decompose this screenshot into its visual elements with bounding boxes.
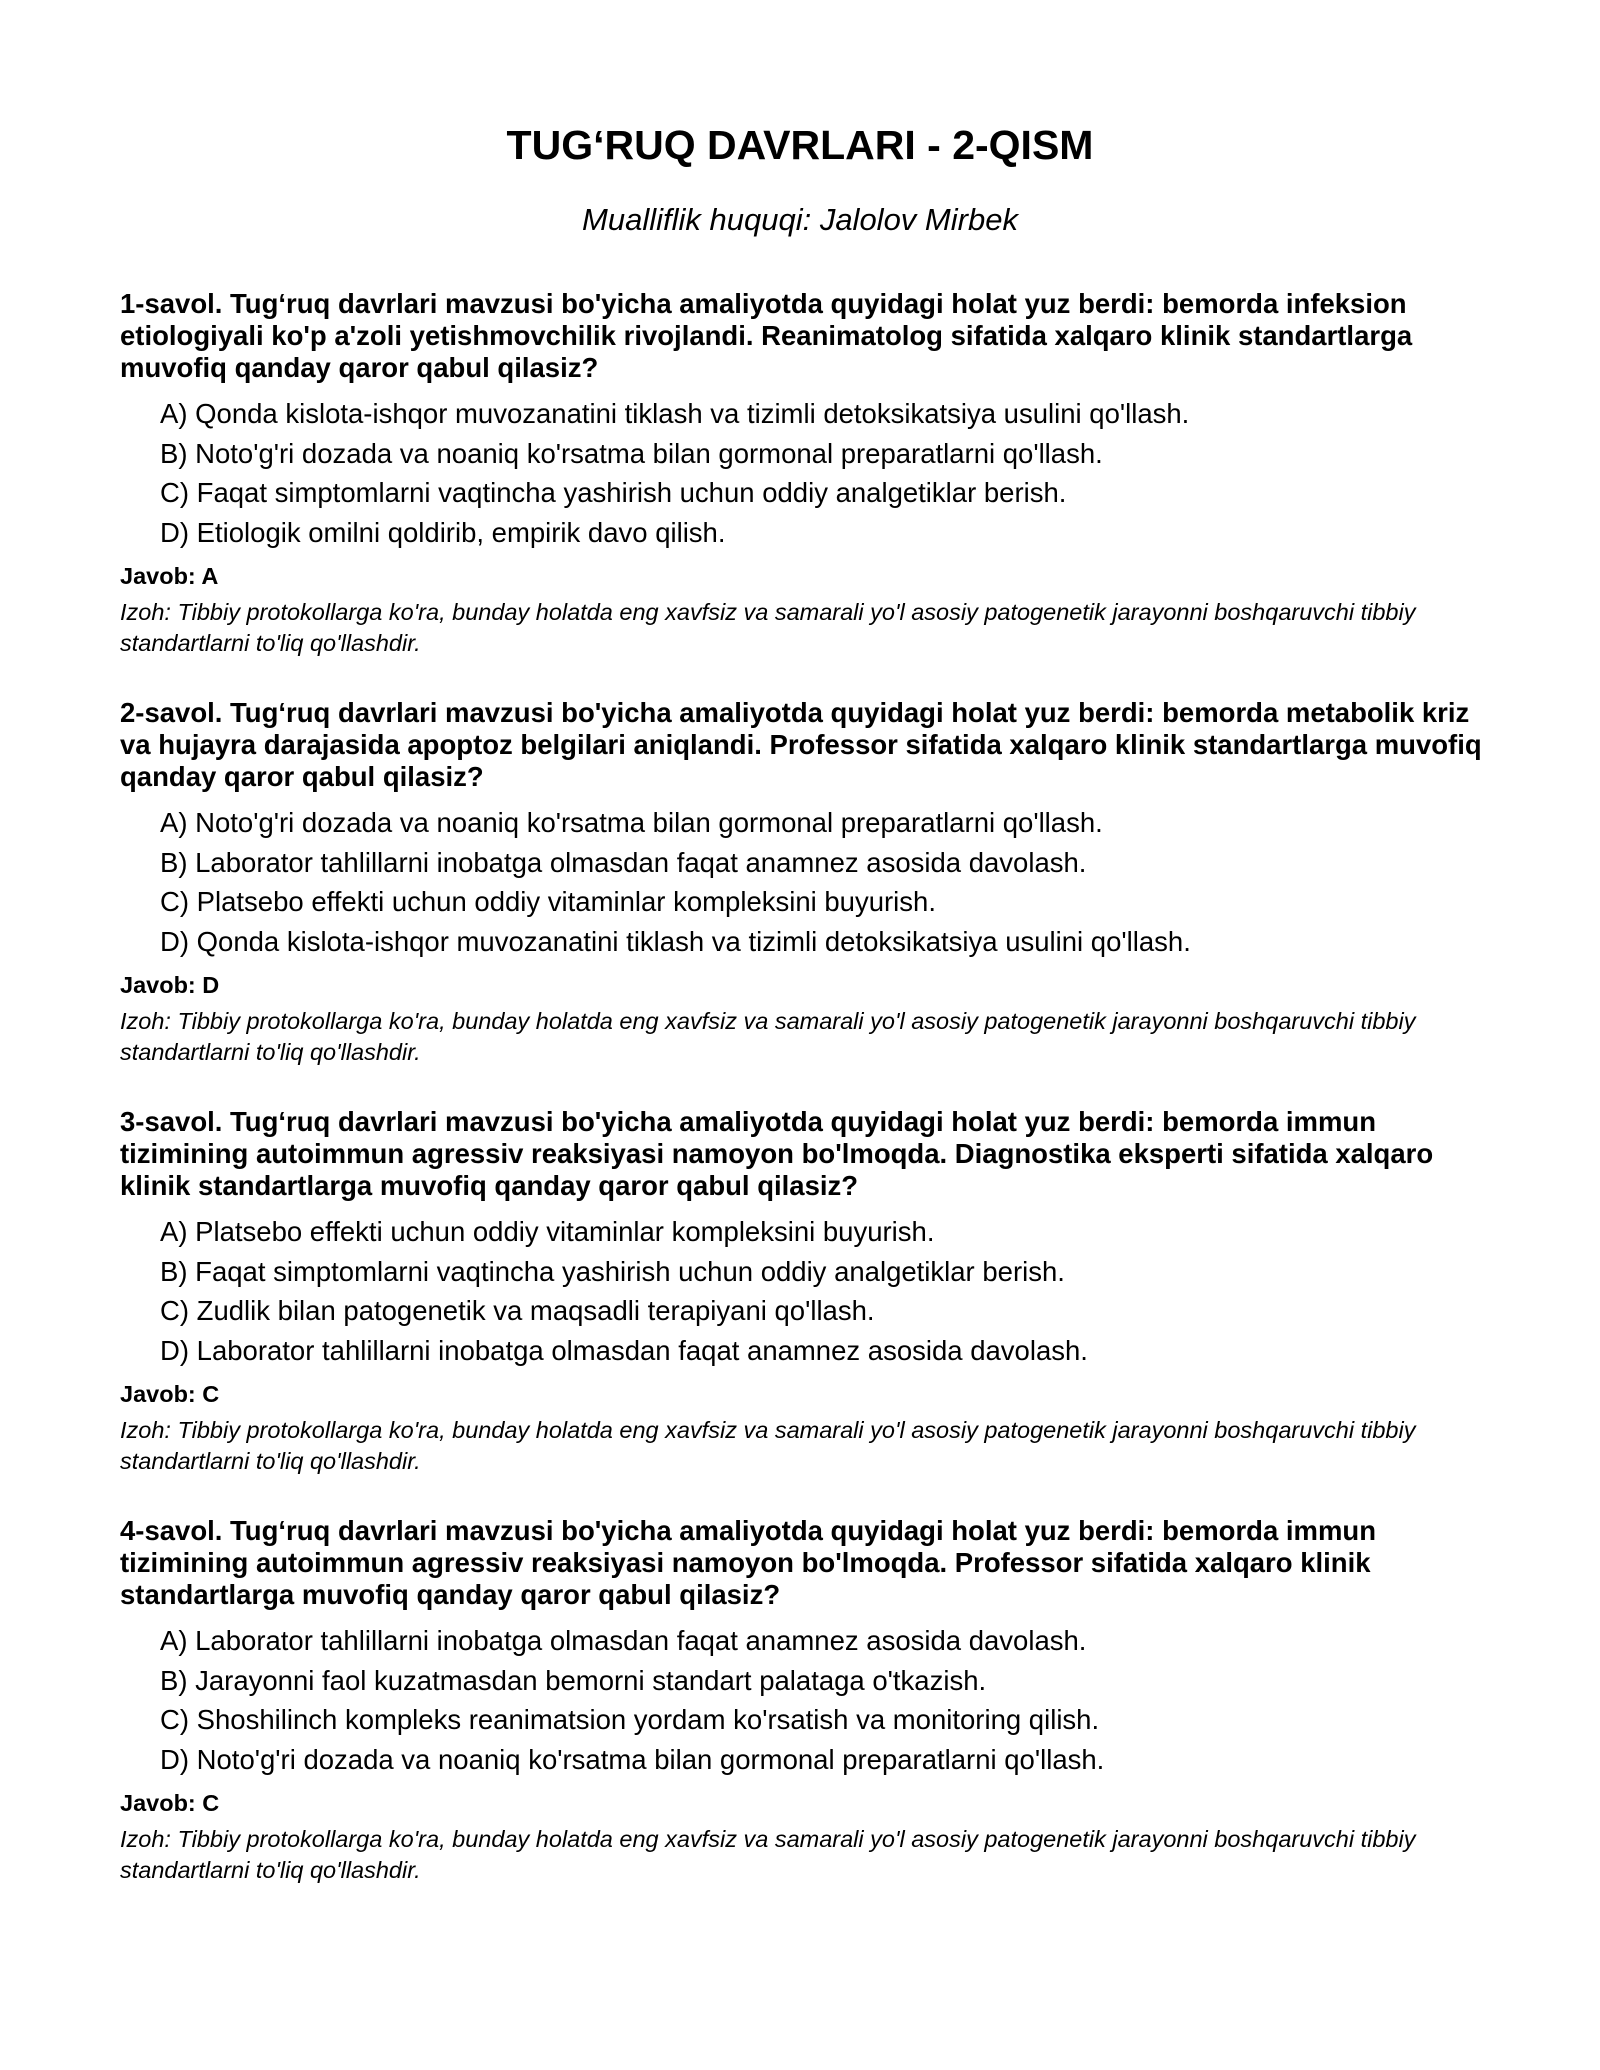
- option-b: B) Faqat simptomlarni vaqtincha yashirish uchun oddiy analgetiklar berish.: [160, 1255, 1065, 1287]
- explanation-note: Izoh: Tibbiy protokollarga ko'ra, bunday holatda eng xavfsiz va samarali yo'l asosiy patogenetik jarayonni boshqaruvchi tibbiy standartlarni to'liq qo'llashdir.: [120, 599, 1416, 656]
- option-d: D) Noto'g'ri dozada va noaniq ko'rsatma bilan gormonal preparatlarni qo'llash.: [160, 1743, 1105, 1775]
- document-title: TUG‘RUQ DAVRLARI - 2-QISM: [506, 122, 1094, 168]
- option-c: C) Shoshilinch kompleks reanimatsion yordam ko'rsatish va monitoring qilish.: [160, 1704, 1100, 1735]
- answer-label: Javob: A: [120, 563, 219, 589]
- option-c: C) Zudlik bilan patogenetik va maqsadli terapiyani qo'llash.: [160, 1295, 875, 1326]
- answer-label: Javob: C: [120, 1790, 220, 1816]
- explanation-note: Izoh: Tibbiy protokollarga ko'ra, bunday holatda eng xavfsiz va samarali yo'l asosiy patogenetik jarayonni boshqaruvchi tibbiy standartlarni to'liq qo'llashdir.: [120, 1826, 1416, 1883]
- option-a: A) Laborator tahlillarni inobatga olmasdan faqat anamnez asosida davolash.: [160, 1625, 1087, 1656]
- copyright-line: Mualliflik huquqi: Jalolov Mirbek: [582, 202, 1018, 237]
- option-a: A) Platsebo effekti uchun oddiy vitaminlar kompleksini buyurish.: [160, 1216, 935, 1247]
- explanation-note: Izoh: Tibbiy protokollarga ko'ra, bunday holatda eng xavfsiz va samarali yo'l asosiy patogenetik jarayonni boshqaruvchi tibbiy standartlarni to'liq qo'llashdir.: [120, 1008, 1416, 1065]
- question-list: [120, 288, 1500, 1924]
- option-c: C) Platsebo effekti uchun oddiy vitaminlar kompleksini buyurish.: [160, 886, 936, 917]
- question-3: [120, 1106, 1500, 1515]
- option-b: B) Noto'g'ri dozada va noaniq ko'rsatma bilan gormonal preparatlarni qo'llash.: [160, 437, 1103, 469]
- question-text: 1-savol. Tug‘ruq davrlari mavzusi bo'yicha amaliyotda quyidagi holat yuz berdi: bemorda infeksion etiologiyali ko'p a'zoli yetishmovchilik rivojlandi. Reanimatolog sifatida xalqaro klinik standartlarga muvofiq qanday qaror qabul qilasiz?: [120, 288, 1413, 383]
- option-b: B) Jarayonni faol kuzatmasdan bemorni standart palataga o'tkazish.: [160, 1664, 987, 1696]
- answer-label: Javob: C: [120, 1381, 220, 1407]
- question-2: [120, 697, 1500, 1106]
- option-list: [120, 1621, 1500, 1779]
- question-1: [120, 288, 1500, 697]
- option-c: C) Faqat simptomlarni vaqtincha yashirish uchun oddiy analgetiklar berish.: [160, 477, 1067, 508]
- option-a: A) Qonda kislota-ishqor muvozanatini tiklash va tizimli detoksikatsiya usulini qo'llash.: [160, 398, 1190, 429]
- option-list: [120, 803, 1500, 961]
- option-d: D) Qonda kislota-ishqor muvozanatini tiklash va tizimli detoksikatsiya usulini qo'llash.: [160, 925, 1191, 957]
- option-list: [120, 1212, 1500, 1370]
- question-text: 4-savol. Tug‘ruq davrlari mavzusi bo'yicha amaliyotda quyidagi holat yuz berdi: bemorda immun tizimining autoimmun agressiv reaksiyasi namoyon bo'lmoqda. Professor sifatida xalqaro klinik standartlarga muvofiq qanday qaror qabul qilasiz?: [120, 1515, 1377, 1610]
- question-text: 3-savol. Tug‘ruq davrlari mavzusi bo'yicha amaliyotda quyidagi holat yuz berdi: bemorda immun tizimining autoimmun agressiv reaksiyasi namoyon bo'lmoqda. Diagnostika eksperti sifatida xalqaro klinik standartlarga muvofiq qanday qaror qabul qilasiz?: [120, 1106, 1434, 1201]
- explanation-note: Izoh: Tibbiy protokollarga ko'ra, bunday holatda eng xavfsiz va samarali yo'l asosiy patogenetik jarayonni boshqaruvchi tibbiy standartlarni to'liq qo'llashdir.: [120, 1417, 1416, 1474]
- answer-label: Javob: D: [120, 972, 220, 998]
- option-list: [120, 394, 1500, 552]
- option-d: D) Etiologik omilni qoldirib, empirik davo qilish.: [160, 516, 726, 548]
- option-a: A) Noto'g'ri dozada va noaniq ko'rsatma bilan gormonal preparatlarni qo'llash.: [160, 807, 1103, 838]
- question-text: 2-savol. Tug‘ruq davrlari mavzusi bo'yicha amaliyotda quyidagi holat yuz berdi: bemorda metabolik kriz va hujayra darajasida apoptoz belgilari aniqlandi. Professor sifatida xalqaro klinik standartlarga muvofiq qanday qaror qabul qilasiz?: [120, 697, 1482, 792]
- option-d: D) Laborator tahlillarni inobatga olmasdan faqat anamnez asosida davolash.: [160, 1334, 1088, 1366]
- question-4: [120, 1515, 1500, 1924]
- option-b: B) Laborator tahlillarni inobatga olmasdan faqat anamnez asosida davolash.: [160, 846, 1087, 878]
